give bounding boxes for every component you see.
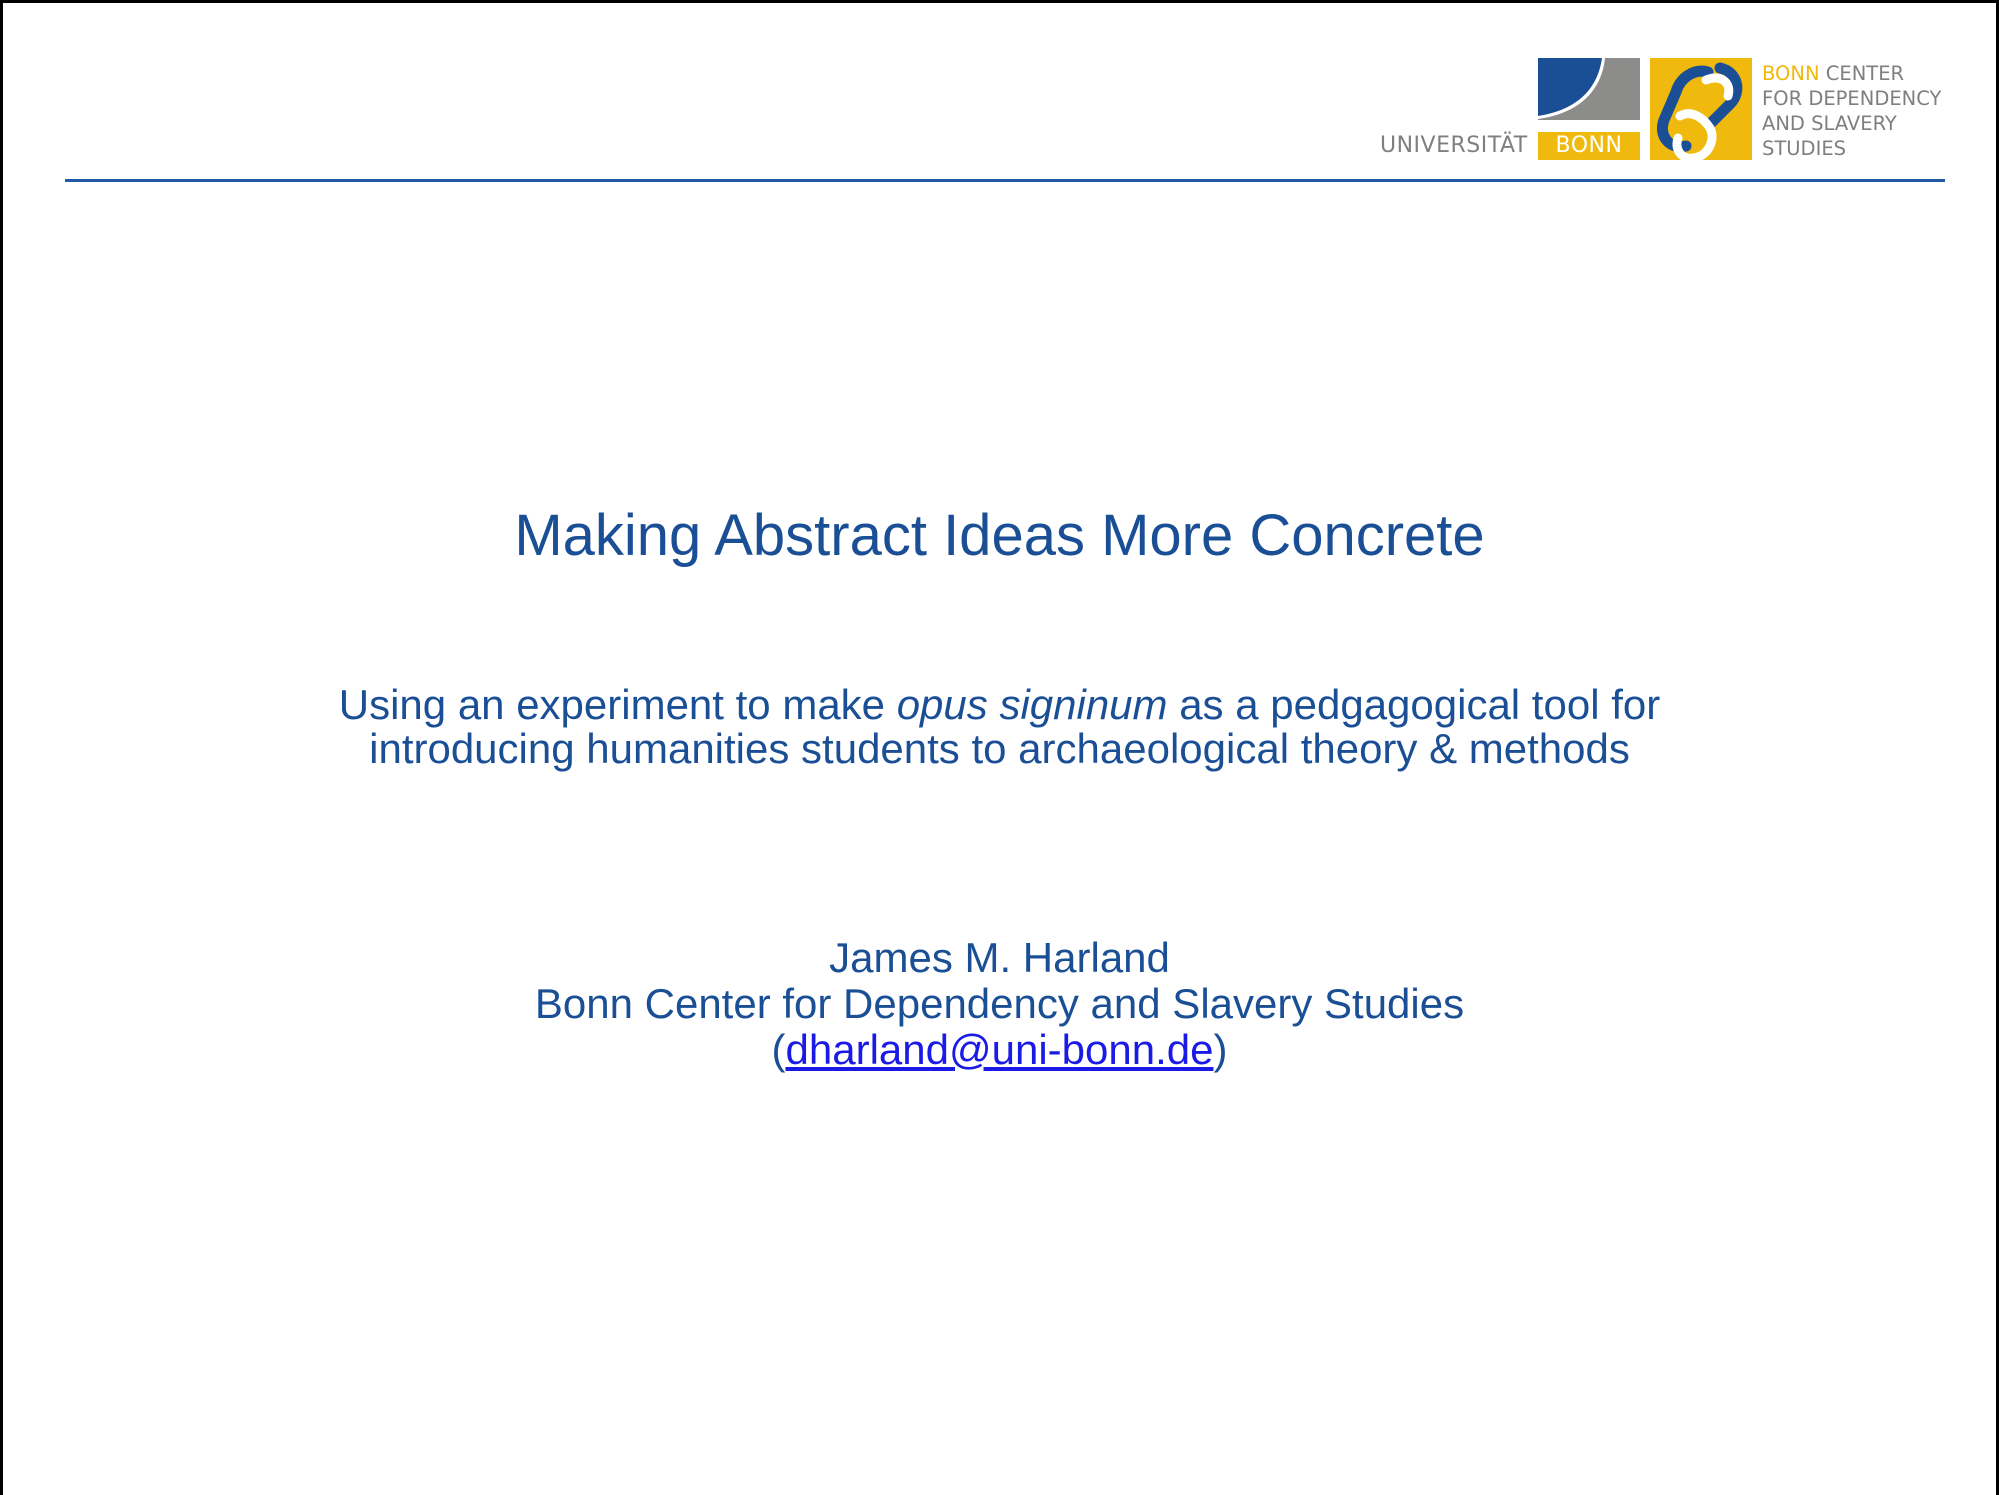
university-word: UNIVERSITÄT xyxy=(1380,133,1528,158)
subtitle-line-2: introducing humanities students to archaeological theory & methods xyxy=(369,725,1630,772)
subtitle-line-1-before: Using an experiment to make xyxy=(338,681,897,728)
author-email-link[interactable]: dharland@uni-bonn.de xyxy=(785,1026,1214,1073)
header-divider xyxy=(65,179,1945,182)
author-block xyxy=(3,935,1996,1073)
university-logo-mark-icon xyxy=(1538,58,1640,128)
center-logo-line-2: FOR DEPENDENCY xyxy=(1762,87,1942,110)
author-affiliation: Bonn Center for Dependency and Slavery Studies xyxy=(534,980,1465,1027)
center-logo-line-1-rest: CENTER xyxy=(1819,62,1905,85)
subtitle-line-1 xyxy=(3,683,1996,727)
center-logo-line-3: AND SLAVERY xyxy=(1762,112,1897,135)
university-bonn-badge: BONN xyxy=(1538,132,1640,160)
slide xyxy=(3,3,1996,1495)
university-bonn-logo xyxy=(1380,58,1640,166)
chain-link-icon xyxy=(1650,58,1752,166)
subtitle-line-1-after: as a pedgagogical tool for xyxy=(1167,681,1661,728)
email-close-paren: ) xyxy=(1213,1026,1228,1073)
subtitle-italic-term: opus signinum xyxy=(896,681,1168,728)
center-logo-line-4: STUDIES xyxy=(1762,137,1847,160)
author-name: James M. Harland xyxy=(829,934,1170,981)
center-logo-line-1 xyxy=(1762,61,1941,86)
center-logo-text xyxy=(1762,61,1941,161)
center-logo-accent: BONN xyxy=(1762,62,1820,85)
slide-subtitle xyxy=(3,683,1996,771)
slide-title: Making Abstract Ideas More Concrete xyxy=(514,503,1485,568)
email-open-paren: ( xyxy=(771,1026,786,1073)
author-email-line xyxy=(3,1027,1996,1073)
